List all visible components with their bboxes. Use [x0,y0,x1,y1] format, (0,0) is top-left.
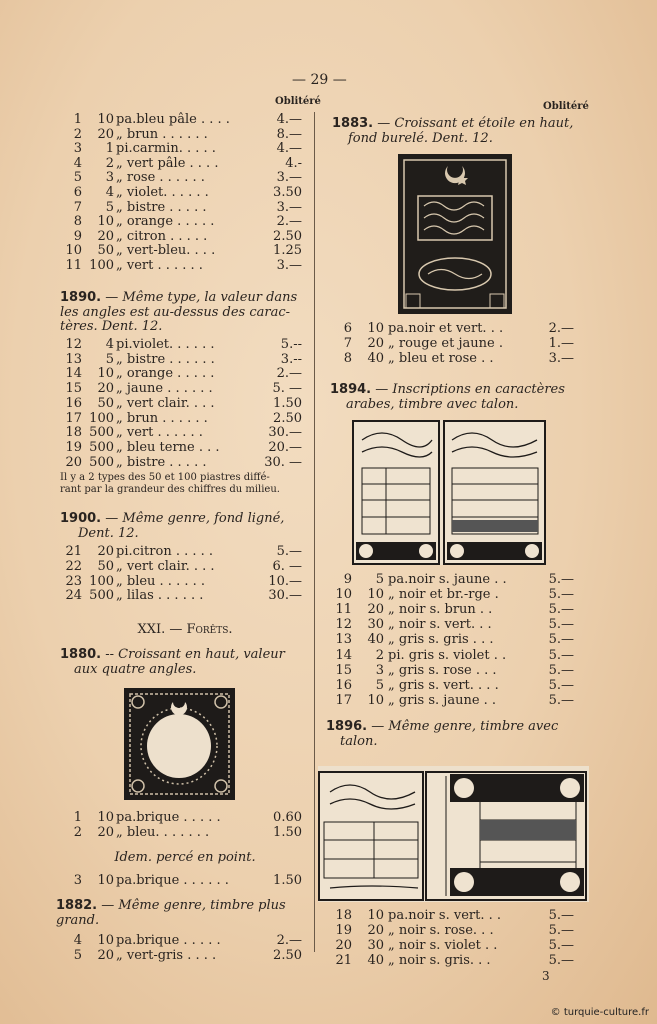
stamp-1886-description: „ vert pâle . . . . [116,155,219,171]
stamp-1900-price: 6. — [272,558,302,574]
stamp-1882-value: 10 [97,933,114,948]
stamp-1886-number: 7 [73,199,82,215]
stamp-1894-value: 5 [375,677,384,693]
stamp-1900-description: „ lilas . . . . . . [116,588,204,604]
stamp-1896-price: 5.— [548,908,574,923]
stamp-1900-price: 10.— [268,573,302,589]
stamp-1890-price: 5.-- [280,337,302,352]
year-1900: 1900. [60,511,102,526]
stamp-1894-value: 40 [367,632,384,648]
year-1883: 1883. [332,116,374,131]
heading-1890-line2: les angles est au-dessus des carac- [60,305,291,320]
stamp-1886-number: 10 [65,243,82,259]
oblitere-header-right: Oblitéré [543,101,589,112]
stamp-1886-value: 20 [97,126,114,142]
stamp-1890-price: 5. — [272,381,302,397]
stamp-1900-number: 24 [65,588,82,604]
stamp-1886-description: „ violet. . . . . . [116,185,209,200]
page-number: — 29 — [292,72,347,88]
stamp-1900-price: 30.— [268,588,302,604]
heading-1890-line1: — Même type, la valeur dans [105,290,298,305]
stamp-1886-description: „ bistre . . . . . [116,199,207,215]
stamp-1886-description: pa.bleu pâle . . . . [116,112,230,127]
stamp-1900-number: 21 [65,544,82,559]
stamp-1890-price: 3.-- [280,351,302,367]
stamp-1886-price: 8.— [276,126,302,142]
stamp-1900-description: „ bleu . . . . . . [116,573,206,589]
stamp-1894-value: 30 [367,617,384,633]
stamp-1883-value: 20 [367,336,384,351]
stamp-1886-number: 3 [73,141,82,157]
stamp-1896-description: „ noir s. rose. . . [388,923,494,938]
stamp-1896-number: 18 [335,908,352,923]
stamp-1886-number: 5 [73,170,82,186]
stamp-1886-value: 20 [97,228,114,244]
stamp-1890-description: „ bistre . . . . . . [116,351,215,367]
heading-1896-line1: — Même genre, timbre avec [371,719,559,734]
year-1896: 1896. [326,719,368,734]
stamp-1890-description: „ jaune . . . . . . [116,381,213,397]
stamp-1886-value: 5 [105,199,114,215]
stamp-1894-price: 5.— [548,587,574,603]
stamp-1894-price: 5.— [548,572,574,587]
stamp-1896-number: 21 [335,953,352,968]
heading-1894-line2: arabes, timbre avec talon. [346,397,519,412]
stamp-1890-description: „ vert . . . . . . [116,425,203,441]
stamp-1894-description: pa.noir s. jaune . . [388,572,507,587]
stamp-1890-number: 13 [65,351,82,367]
stamp-1886-number: 9 [73,228,82,244]
stamp-1890-description: „ bistre . . . . . [116,454,207,470]
note-line1: Il y a 2 types des 50 et 100 piastres diffé- [60,472,270,483]
stamp-1880-perce-value: 10 [97,873,114,888]
idem-line: Idem. percé en point. [114,850,256,865]
heading-1890 [60,290,297,305]
column-divider [314,112,315,952]
stamp-1882-price: 2.— [276,933,302,948]
heading-1894-line1: — Inscriptions en caractères [375,382,565,397]
stamp-1894-value: 3 [375,662,384,678]
stamp-1883-price: 1.— [548,336,574,351]
stamp-1886-value: 1 [105,141,114,157]
stamp-1886-description: „ rose . . . . . . [116,170,205,186]
stamp-1894-price: 5.— [548,692,574,708]
stamp-1886-value: 10 [97,214,114,230]
stamp-1894-number: 15 [335,662,352,678]
stamp-1886-price: 2.50 [273,228,302,244]
stamp-1894-value: 2 [375,647,384,663]
stamp-1894-value: 5 [375,572,384,587]
stamp-1896-price: 5.— [548,953,574,968]
stamp-1890-number: 20 [65,454,82,470]
stamp-1883-number: 7 [343,336,352,351]
stamp-1886-description: „ vert-bleu. . . . [116,243,216,259]
stamp-1896-description: „ noir s. violet . . [388,938,498,953]
stamp-1880-description: „ bleu. . . . . . . [116,825,210,840]
stamp-1890-value: 500 [89,439,114,455]
heading-1900-line1: — Même genre, fond ligné, [105,511,285,526]
stamp-1886-number: 2 [73,126,82,142]
stamp-1880-value: 20 [97,825,114,840]
stamp-1883-image [398,154,512,314]
stamp-1883-description: pa.noir et vert. . . [388,321,504,336]
heading-1882-line1: — Même genre, timbre plus [101,898,286,913]
stamp-1886-description: pi.carmin. . . . . [116,141,216,157]
stamp-1894-description: „ noir et br.-rge . [388,587,499,603]
stamp-1890-price: 2.— [276,366,302,382]
stamp-1883-price: 2.— [548,321,574,336]
stamp-1890-number: 19 [65,439,82,455]
stamp-1894-description: pi. gris s. violet . . [388,647,507,663]
heading-1880-line2: aux quatre angles. [74,662,197,677]
stamp-1900-description: pi.citron . . . . . [116,544,214,559]
stamp-1883-number: 8 [343,351,352,366]
stamp-1896-value: 10 [367,908,384,923]
stamp-1880-description: pa.brique . . . . . [116,810,221,825]
stamp-1894-description: „ gris s. jaune . . [388,692,497,708]
stamp-1894-image [352,420,546,565]
stamp-1890-value: 5 [105,351,114,367]
stamp-1886-value: 50 [97,243,114,259]
stamp-1880-number: 2 [73,825,82,840]
stamp-1894-price: 5.— [548,602,574,618]
stamp-1883-description: „ bleu et rose . . [388,351,494,366]
stamp-1894-price: 5.— [548,677,574,693]
stamp-1883-price: 3.— [548,351,574,366]
stamp-1896-value: 30 [367,938,384,953]
stamp-1886-number: 1 [73,112,82,127]
stamp-1886-value: 100 [89,258,114,273]
heading-1890-line3: tères. Dent. 12. [60,319,163,334]
stamp-1886-number: 11 [65,258,82,273]
stamp-1890-number: 18 [65,425,82,441]
stamp-1890-description: „ bleu terne . . . [116,439,220,455]
stamp-1880-price: 0.60 [273,810,302,825]
stamp-1880-image [124,688,235,800]
stamp-1890-value: 500 [89,425,114,441]
stamp-1896-image [318,766,589,902]
stamp-1894-number: 14 [335,647,352,663]
year-1880: 1880. [60,647,102,662]
stamp-1890-number: 16 [65,395,82,411]
stamp-1900-value: 20 [97,544,114,559]
stamp-1894-number: 9 [343,572,352,587]
stamp-1886-description: „ brun . . . . . . [116,126,208,142]
stamp-1890-value: 4 [105,337,114,352]
stamp-1896-price: 5.— [548,923,574,938]
stamp-1894-number: 17 [335,692,352,708]
stamp-1896-number: 20 [335,938,352,953]
stamp-1882-price: 2.50 [273,948,302,963]
stamp-1894-price: 5.— [548,647,574,663]
stamp-1883-value: 10 [367,321,384,336]
stamp-1896-number: 19 [335,923,352,938]
stamp-1894-price: 5.— [548,617,574,633]
stamp-1890-description: „ orange . . . . . [116,366,215,382]
stamp-1886-price: 3.— [276,199,302,215]
corner-number: 3 [542,969,550,983]
stamp-1890-number: 17 [65,410,82,426]
stamp-1896-description: „ noir s. gris. . . [388,953,491,968]
stamp-1890-price: 2.50 [273,410,302,426]
stamp-1886-number: 8 [73,214,82,230]
stamp-1894-description: „ gris s. rose . . . [388,662,497,678]
stamp-1894-description: „ gris s. vert. . . . [388,677,499,693]
stamp-1890-number: 14 [65,366,82,382]
stamp-1894-number: 16 [335,677,352,693]
heading-1896 [326,719,558,734]
stamp-1886-price: 3.— [276,170,302,186]
stamp-1886-price: 4.— [276,141,302,157]
stamp-1894-number: 11 [335,602,352,618]
stamp-1890-description: „ vert clair. . . . [116,395,215,411]
stamp-1900-description: „ vert clair. . . . [116,558,215,574]
heading-1896-line2: talon. [340,734,378,749]
copyright-notice: © turquie-culture.fr [550,1007,649,1018]
stamp-1886-value: 4 [105,185,114,200]
heading-1894 [330,382,565,397]
stamp-1890-price: 1.50 [273,395,302,411]
stamp-1890-number: 15 [65,381,82,397]
stamp-1900-value: 500 [89,588,114,604]
stamp-1886-value: 3 [105,170,114,186]
stamp-1882-description: „ vert-gris . . . . [116,948,217,963]
stamp-1894-price: 5.— [548,662,574,678]
stamp-1886-price: 4.— [276,112,302,127]
heading-1883-line1: — Croissant et étoile en haut, [377,116,574,131]
heading-1880-line1: -- Croissant en haut, valeur [105,647,285,662]
stamp-1886-price: 1.25 [273,243,302,259]
stamp-1894-value: 10 [367,587,384,603]
stamp-1900-value: 50 [97,558,114,574]
stamp-1886-value: 10 [97,112,114,127]
stamp-1896-value: 40 [367,953,384,968]
heading-1882-line2: grand. [56,913,100,928]
stamp-1880-perce-description: pa.brique . . . . . . [116,873,229,888]
heading-1900-line2: Dent. 12. [78,526,139,541]
stamp-1880-perce-price: 1.50 [273,873,302,888]
stamp-1890-description: „ brun . . . . . . [116,410,208,426]
stamp-1900-value: 100 [89,573,114,589]
stamp-1880-perce-number: 3 [73,873,82,888]
year-1890: 1890. [60,290,102,305]
stamp-1890-price: 30.— [268,425,302,441]
stamp-1896-description: pa.noir s. vert. . . [388,908,501,923]
stamp-1894-value: 20 [367,602,384,618]
stamp-1886-price: 4.- [285,155,302,171]
stamp-1900-price: 5.— [276,544,302,559]
stamp-1890-value: 50 [97,395,114,411]
stamp-1886-description: „ orange . . . . . [116,214,215,230]
stamp-1894-number: 10 [335,587,352,603]
heading-1900 [60,511,284,526]
stamp-1886-number: 6 [73,185,82,200]
stamp-1894-price: 5.— [548,632,574,648]
stamp-1894-description: „ noir s. brun . . [388,602,493,618]
stamp-1882-number: 5 [73,948,82,963]
stamp-1886-description: „ vert . . . . . . [116,258,203,273]
stamp-1896-price: 5.— [548,938,574,953]
stamp-1894-number: 12 [335,617,352,633]
stamp-1882-number: 4 [73,933,82,948]
stamp-1880-price: 1.50 [273,825,302,840]
stamp-1886-price: 3.— [276,258,302,273]
stamp-1883-number: 6 [343,321,352,336]
heading-1880 [60,647,285,662]
stamp-1894-number: 13 [335,632,352,648]
stamp-1880-value: 10 [97,810,114,825]
stamp-1883-value: 40 [367,351,384,366]
stamp-1886-price: 3.50 [273,185,302,200]
heading-1883-line2: fond burelé. Dent. 12. [348,131,493,146]
stamp-1886-description: „ citron . . . . . [116,228,208,244]
stamp-1880-number: 1 [73,810,82,825]
stamp-1894-value: 10 [367,692,384,708]
stamp-1882-value: 20 [97,948,114,963]
stamp-1900-number: 22 [65,558,82,574]
stamp-1886-number: 4 [73,155,82,171]
stamp-1896-value: 20 [367,923,384,938]
stamp-1894-description: „ noir s. vert. . . [388,617,492,633]
note-line2: rant par la grandeur des chiffres du milieu. [60,484,280,495]
stamp-1900-number: 23 [65,573,82,589]
year-1894: 1894. [330,382,372,397]
stamp-1890-price: 30. — [264,454,302,470]
stamp-1883-description: „ rouge et jaune . [388,336,503,351]
stamp-1886-price: 2.— [276,214,302,230]
oblitere-header-left: Oblitéré [275,96,321,107]
stamp-1890-number: 12 [65,337,82,352]
heading-1882 [56,898,286,913]
stamp-1890-value: 10 [97,366,114,382]
stamp-1886-value: 2 [105,155,114,171]
stamp-1890-value: 20 [97,381,114,397]
stamp-1890-value: 500 [89,454,114,470]
stamp-1894-description: „ gris s. gris . . . [388,632,494,648]
stamp-1890-value: 100 [89,410,114,426]
section-title: XXI. — Forêts. [137,622,233,637]
year-1882: 1882. [56,898,98,913]
stamp-1890-description: pi.violet. . . . . . [116,337,215,352]
stamp-1890-price: 20.— [268,439,302,455]
stamp-1882-description: pa.brique . . . . . [116,933,221,948]
heading-1883 [332,116,573,131]
